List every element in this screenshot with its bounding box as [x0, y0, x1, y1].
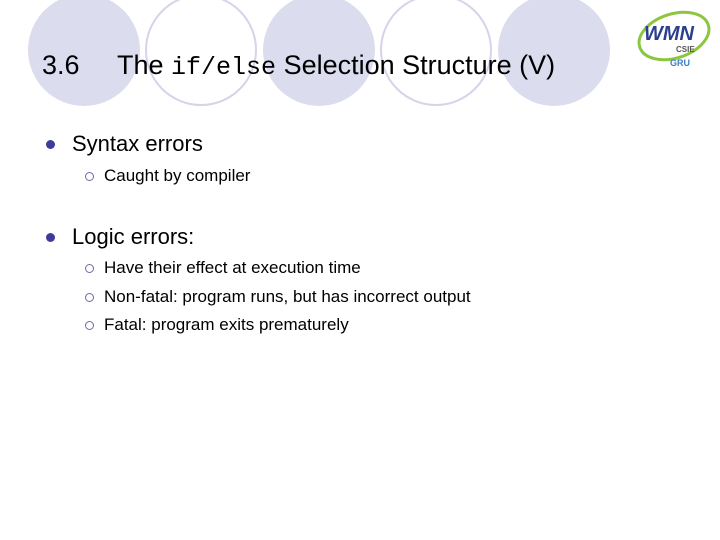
sub-bullet-icon	[85, 172, 94, 181]
sub-bullet-text: Caught by compiler	[104, 166, 251, 185]
logo-main-text: WMN	[644, 23, 694, 45]
page-title	[117, 50, 555, 82]
sub-bullet-text: Have their effect at execution time	[104, 258, 361, 277]
logo-sub-text: CSIE	[676, 45, 695, 54]
bullet-text: Logic errors:	[72, 224, 195, 249]
wmn-logo	[630, 6, 718, 72]
section-number: 3.6	[42, 50, 80, 80]
sub-bullet-text: Non-fatal: program runs, but has incorrect output	[104, 287, 471, 306]
sub-bullet-icon	[85, 321, 94, 330]
title-suffix: Selection Structure (V)	[276, 50, 556, 80]
logo-sub-text: GRU	[670, 58, 690, 68]
sub-bullet-icon	[85, 264, 94, 273]
title-code: if/else	[171, 53, 277, 82]
sub-bullet-icon	[85, 293, 94, 302]
title-prefix: The	[117, 50, 172, 80]
bullet-icon	[46, 140, 55, 149]
sub-bullet-text: Fatal: program exits prematurely	[104, 315, 349, 334]
bullet-icon	[46, 233, 55, 242]
bullet-text: Syntax errors	[72, 131, 203, 156]
